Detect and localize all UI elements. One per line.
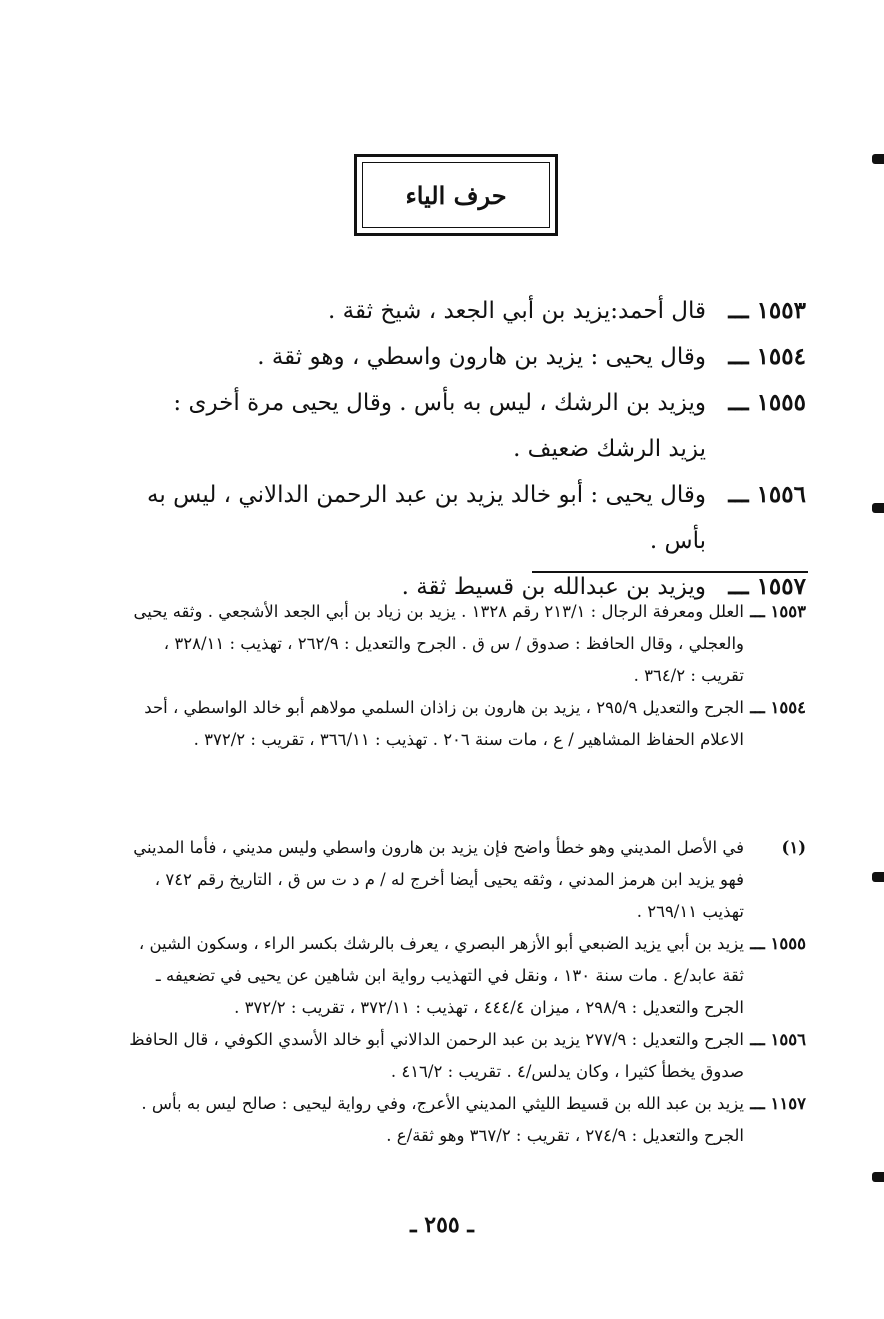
footnote [118,928,806,1024]
page-number: ـ ٢٥٥ ـ [410,1212,474,1238]
footnote-number: (١) [781,838,806,857]
footnote-text: يزيد بن أبي يزيد الضبعي أبو الأزهر البصري ، يعرف بالرشك بكسر الراء ، وسكون الشين ، ثقة عابد/ع . مات سنة ١٣٠ ، ونقل في التهذيب رواية ابن شاهين عن يحيى في تضعيفه ـ الجرح والتعديل : ٢٩٨/٩ ، ميزان ٤٤٤/٤ ، تهذيب : ٣٧٢/١١ ، تقريب : ٣٧٢/٢ . [138,934,744,1017]
footnote-text: الجرح والتعديل : ٢٧٧/٩ يزيد بن عبد الرحمن الدالاني أبو خالد الأسدي الكوفي ، قال الحافظ صدوق يخطأ كثيرا ، وكان يدلس/٤ . تقريب : ٤١٦/٢ . [129,1030,744,1081]
footnote [118,832,806,928]
main-entry [130,380,806,472]
entry-number: ١٥٥٧ ـــ [728,573,806,600]
footnote-number: ١٥٥٤ ـــ [750,698,806,717]
entry-number: ١٥٥٥ ـــ [728,389,806,416]
footnote-number: ١٥٥٥ ـــ [750,934,806,953]
page-edge-mark [872,1172,884,1182]
main-entry [130,472,806,564]
page-edge-mark [872,503,884,513]
footnote-text: الجرح والتعديل ٢٩٥/٩ ، يزيد بن هارون بن زاذان السلمي مولاهم أبو خالد الواسطي ، أحد الاعلام الحفاظ المشاهير / ع ، مات سنة ٢٠٦ . تهذيب : ٣٦٦/١١ ، تقريب : ٣٧٢/٢ . [144,698,744,749]
page-edge-mark [872,872,884,882]
footnote-divider [532,571,808,573]
footnote [118,1088,806,1152]
footnote-number: ١٥٥٣ ـــ [750,602,806,621]
main-entry [130,288,806,334]
footnote [118,596,806,692]
entry-text: قال أحمد:يزيد بن أبي الجعد ، شيخ ثقة . [328,298,706,324]
footnote-text: يزيد بن عبد الله بن قسيط الليثي المديني الأعرج، وفي رواية ليحيى : صالح ليس به بأس . الجرح والتعديل : ٢٧٤/٩ ، تقريب : ٣٦٧/٢ وهو ثقة/ع . [141,1094,744,1145]
entry-text: ويزيد بن الرشك ، ليس به بأس . وقال يحيى مرة أخرى : يزيد الرشك ضعيف . [173,390,706,462]
main-entry [130,334,806,380]
footnotes-top [118,596,806,756]
entry-text: وقال يحيى : يزيد بن هارون واسطي ، وهو ثقة . [257,344,706,370]
chapter-title-box [354,154,558,236]
footnote-text: في الأصل المديني وهو خطأ واضح فإن يزيد بن هارون واسطي وليس مديني ، فأما المديني فهو يزيد ابن هرمز المدني ، وثقه يحيى أيضا أخرج له / م د ت س ق ، التاريخ رقم ٧٤٢ ، تهذيب ٢٦٩/١١ . [133,838,744,921]
footnote [118,1024,806,1088]
entry-number: ١٥٥٣ ـــ [728,297,806,324]
footnote-number: ١١٥٧ ـــ [750,1094,806,1113]
chapter-title: حرف الياء [405,180,507,210]
entry-text: ويزيد بن عبدالله بن قسيط ثقة . [401,574,706,600]
main-text [130,288,806,610]
footnote [118,692,806,756]
entry-number: ١٥٥٦ ـــ [728,481,806,508]
entry-text: وقال يحيى : أبو خالد يزيد بن عبد الرحمن الدالاني ، ليس به بأس . [147,482,706,554]
footnote-number: ١٥٥٦ ـــ [750,1030,806,1049]
footnotes-bottom [118,832,806,1152]
entry-number: ١٥٥٤ ـــ [728,343,806,370]
page-edge-mark [872,154,884,164]
footnote-text: العلل ومعرفة الرجال : ٢١٣/١ رقم ١٣٢٨ . يزيد بن زياد بن أبي الجعد الأشجعي . وثقه يحيى والعجلي ، وقال الحافظ : صدوق / س ق . الجرح والتعديل : ٢٦٢/٩ ، تهذيب : ٣٢٨/١١ ، تقريب : ٣٦٤/٢ . [133,602,744,685]
